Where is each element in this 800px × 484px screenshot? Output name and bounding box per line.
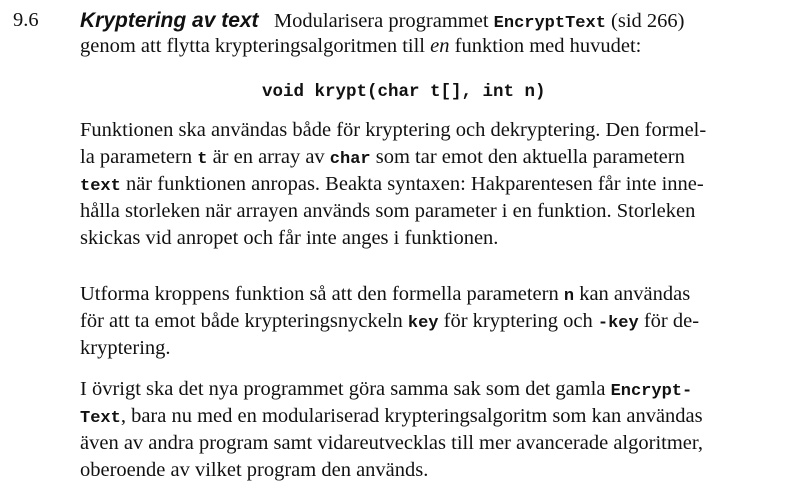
inline-code: char bbox=[329, 150, 371, 169]
text: som tar emot den aktuella parametern bbox=[375, 146, 685, 168]
paragraph-line: Funktionen ska användas både för kryptering och dekryptering. Den formel- bbox=[80, 119, 707, 141]
intro-text: genom att flytta krypteringsalgoritmen till bbox=[80, 35, 426, 57]
text: , bara nu med en modulariserad krypteringsalgoritm som kan användas bbox=[120, 405, 703, 427]
paragraph-line bbox=[80, 281, 690, 310]
paragraph-line: oberoende av vilket program den används. bbox=[80, 459, 429, 481]
intro-text: Modularisera programmet bbox=[273, 10, 489, 32]
paragraph-line bbox=[80, 376, 692, 405]
inline-code: EncryptText bbox=[493, 14, 606, 33]
inline-code: key bbox=[407, 314, 439, 333]
intro-text: (sid 266) bbox=[611, 10, 685, 32]
text: när funktionen anropas. Beakta syntaxen: Hakparentesen får inte inne- bbox=[125, 173, 704, 195]
text: I övrigt ska det nya programmet göra samma sak som det gamla bbox=[80, 378, 606, 400]
inline-code: Encrypt- bbox=[610, 382, 693, 401]
paragraph-line bbox=[80, 403, 703, 432]
inline-code: n bbox=[563, 287, 575, 306]
inline-code: t bbox=[197, 150, 208, 169]
exercise-number: 9.6 bbox=[13, 9, 39, 31]
intro-text: funktion med huvudet: bbox=[454, 35, 642, 57]
paragraph-line bbox=[80, 308, 699, 337]
text: är en array av bbox=[212, 146, 325, 168]
text: Utforma kroppens funktion så att den formella parametern bbox=[80, 283, 559, 305]
paragraph-line bbox=[80, 144, 685, 173]
inline-code: -key bbox=[597, 314, 639, 333]
paragraph-line: skickas vid anropet och får inte anges i funktionen. bbox=[80, 227, 499, 249]
function-signature: void krypt(char t[], int n) bbox=[262, 82, 546, 102]
text: för kryptering och bbox=[443, 310, 593, 332]
paragraph-line: även av andra program samt vidareutvecklas till mer avancerade algoritmer, bbox=[80, 432, 704, 454]
text: kan användas bbox=[579, 283, 691, 305]
inline-code: Text bbox=[80, 409, 121, 428]
exercise-title: Kryptering av text bbox=[80, 9, 259, 32]
text: för att ta emot både krypteringsnyckeln bbox=[80, 310, 403, 332]
text: för de- bbox=[643, 310, 700, 332]
inline-code: text bbox=[80, 177, 121, 196]
text: la parametern bbox=[80, 146, 193, 168]
intro-line-2 bbox=[80, 33, 641, 60]
paragraph-line: hålla storleken när arrayen används som parameter i en funktion. Storleken bbox=[80, 200, 696, 222]
emphasis-text: en bbox=[430, 35, 450, 57]
paragraph-line bbox=[80, 171, 704, 200]
paragraph-line: kryptering. bbox=[80, 337, 171, 359]
